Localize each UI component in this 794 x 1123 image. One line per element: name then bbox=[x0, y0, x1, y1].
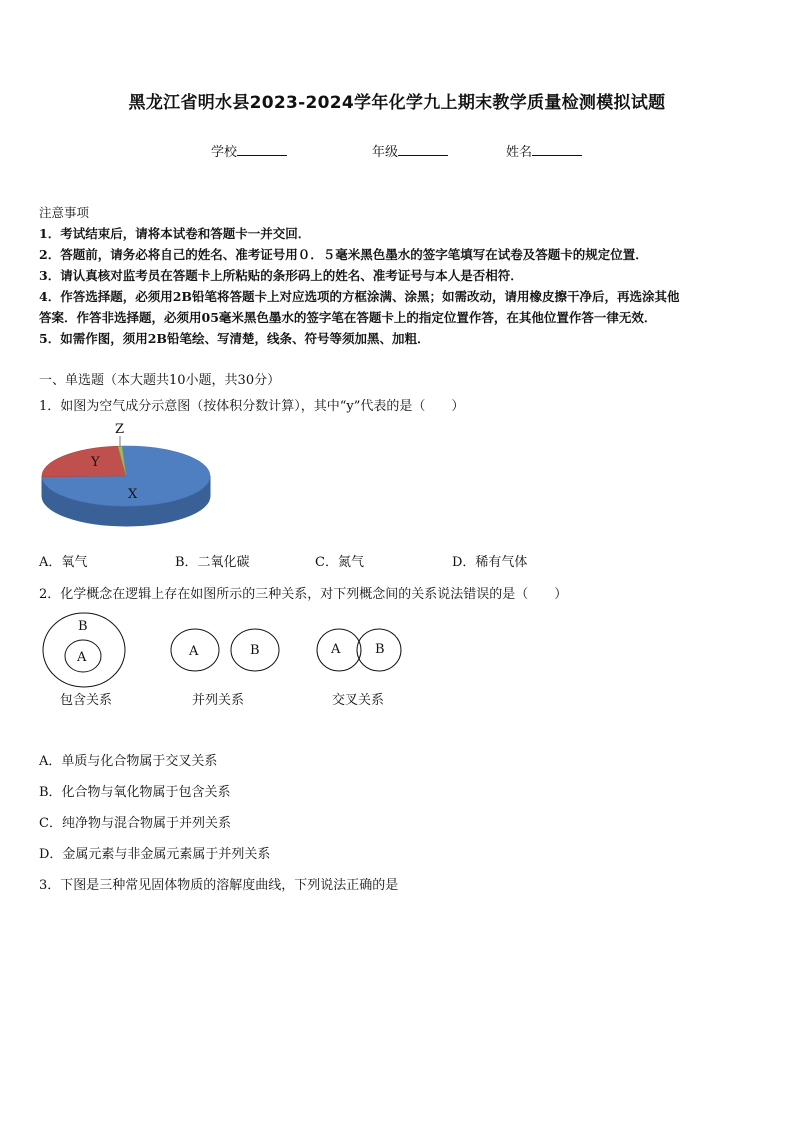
q1-option-a[interactable]: A．氧气 bbox=[39, 555, 88, 570]
pie-label-x: X bbox=[128, 487, 138, 502]
intersection-label-b: B bbox=[375, 642, 385, 657]
school-field[interactable] bbox=[211, 141, 287, 160]
notice-item: 5．如需作图，须用2B铅笔绘、写清楚，线条、符号等须加黑、加粗． bbox=[39, 331, 430, 346]
notice-item: 2．答题前，请务必将自己的姓名、准考证号用０．５毫米黑色墨水的签字笔填写在试卷及答题卡的规定位置． bbox=[39, 247, 648, 262]
q2-option-d[interactable]: D．金属元素与非金属元素属于并列关系 bbox=[39, 847, 271, 862]
q2-option-c[interactable]: C．纯净物与混合物属于并列关系 bbox=[39, 816, 231, 831]
parallel-label-a: A bbox=[189, 644, 199, 659]
grade-field[interactable] bbox=[372, 141, 448, 160]
pie-label-z: Z bbox=[115, 422, 125, 437]
notice-item: 3．请认真核对监考员在答题卡上所粘贴的条形码上的姓名、准考证号与本人是否相符． bbox=[39, 268, 523, 283]
notice-item: 4．作答选择题，必须用2B铅笔将答题卡上对应选项的方框涂满、涂黑；如需改动，请用橡皮擦干净后，再选涂其他 bbox=[39, 289, 680, 304]
grade-blank[interactable] bbox=[398, 142, 448, 156]
q2-option-a[interactable]: A．单质与化合物属于交叉关系 bbox=[39, 754, 218, 769]
q1-option-c[interactable]: C．氮气 bbox=[315, 555, 364, 570]
caption-inclusion: 包含关系 bbox=[60, 693, 113, 708]
grade-label: 年级 bbox=[372, 145, 399, 160]
q1-option-b[interactable]: B．二氧化碳 bbox=[175, 555, 250, 570]
inclusion-label-a: A bbox=[77, 650, 87, 665]
school-label: 学校 bbox=[211, 145, 238, 160]
question-2-stem: 2．化学概念在逻辑上存在如图所示的三种关系，对下列概念间的关系说法错误的是（ ） bbox=[39, 587, 568, 602]
inclusion-label-b: B bbox=[78, 619, 88, 634]
notice-item: 1．考试结束后，请将本试卷和答题卡一并交回． bbox=[39, 226, 311, 241]
q1-option-d[interactable]: D．稀有气体 bbox=[452, 555, 528, 570]
section-heading: 一、单选题（本大题共10小题，共30分） bbox=[39, 373, 281, 388]
pie-label-y: Y bbox=[91, 455, 100, 470]
question-1-stem: 1．如图为空气成分示意图（按体积分数计算），其中“y”代表的是（ ） bbox=[39, 399, 465, 414]
page-title: 黑龙江省明水县2023-2024学年化学九上期末教学质量检测模拟试题 bbox=[128, 93, 666, 113]
question-3-stem: 3．下图是三种常见固体物质的溶解度曲线，下列说法正确的是 bbox=[39, 878, 399, 893]
name-field[interactable] bbox=[506, 141, 582, 160]
name-blank[interactable] bbox=[532, 142, 582, 156]
q2-option-b[interactable]: B．化合物与氧化物属于包含关系 bbox=[39, 785, 231, 800]
air-composition-pie bbox=[36, 418, 216, 542]
concept-relation-diagram bbox=[36, 610, 416, 714]
notice-heading: 注意事项 bbox=[39, 205, 90, 220]
intersection-label-a: A bbox=[331, 642, 341, 657]
parallel-label-b: B bbox=[250, 643, 260, 658]
school-blank[interactable] bbox=[237, 142, 287, 156]
pie-slice-y bbox=[42, 446, 126, 477]
caption-intersection: 交叉关系 bbox=[332, 693, 385, 708]
name-label: 姓名 bbox=[506, 145, 533, 160]
notice-item: 答案．作答非选择题，必须用05毫米黑色墨水的签字笔在答题卡上的指定位置作答，在其他位置作答一律无效． bbox=[39, 310, 657, 325]
caption-parallel: 并列关系 bbox=[192, 693, 245, 708]
